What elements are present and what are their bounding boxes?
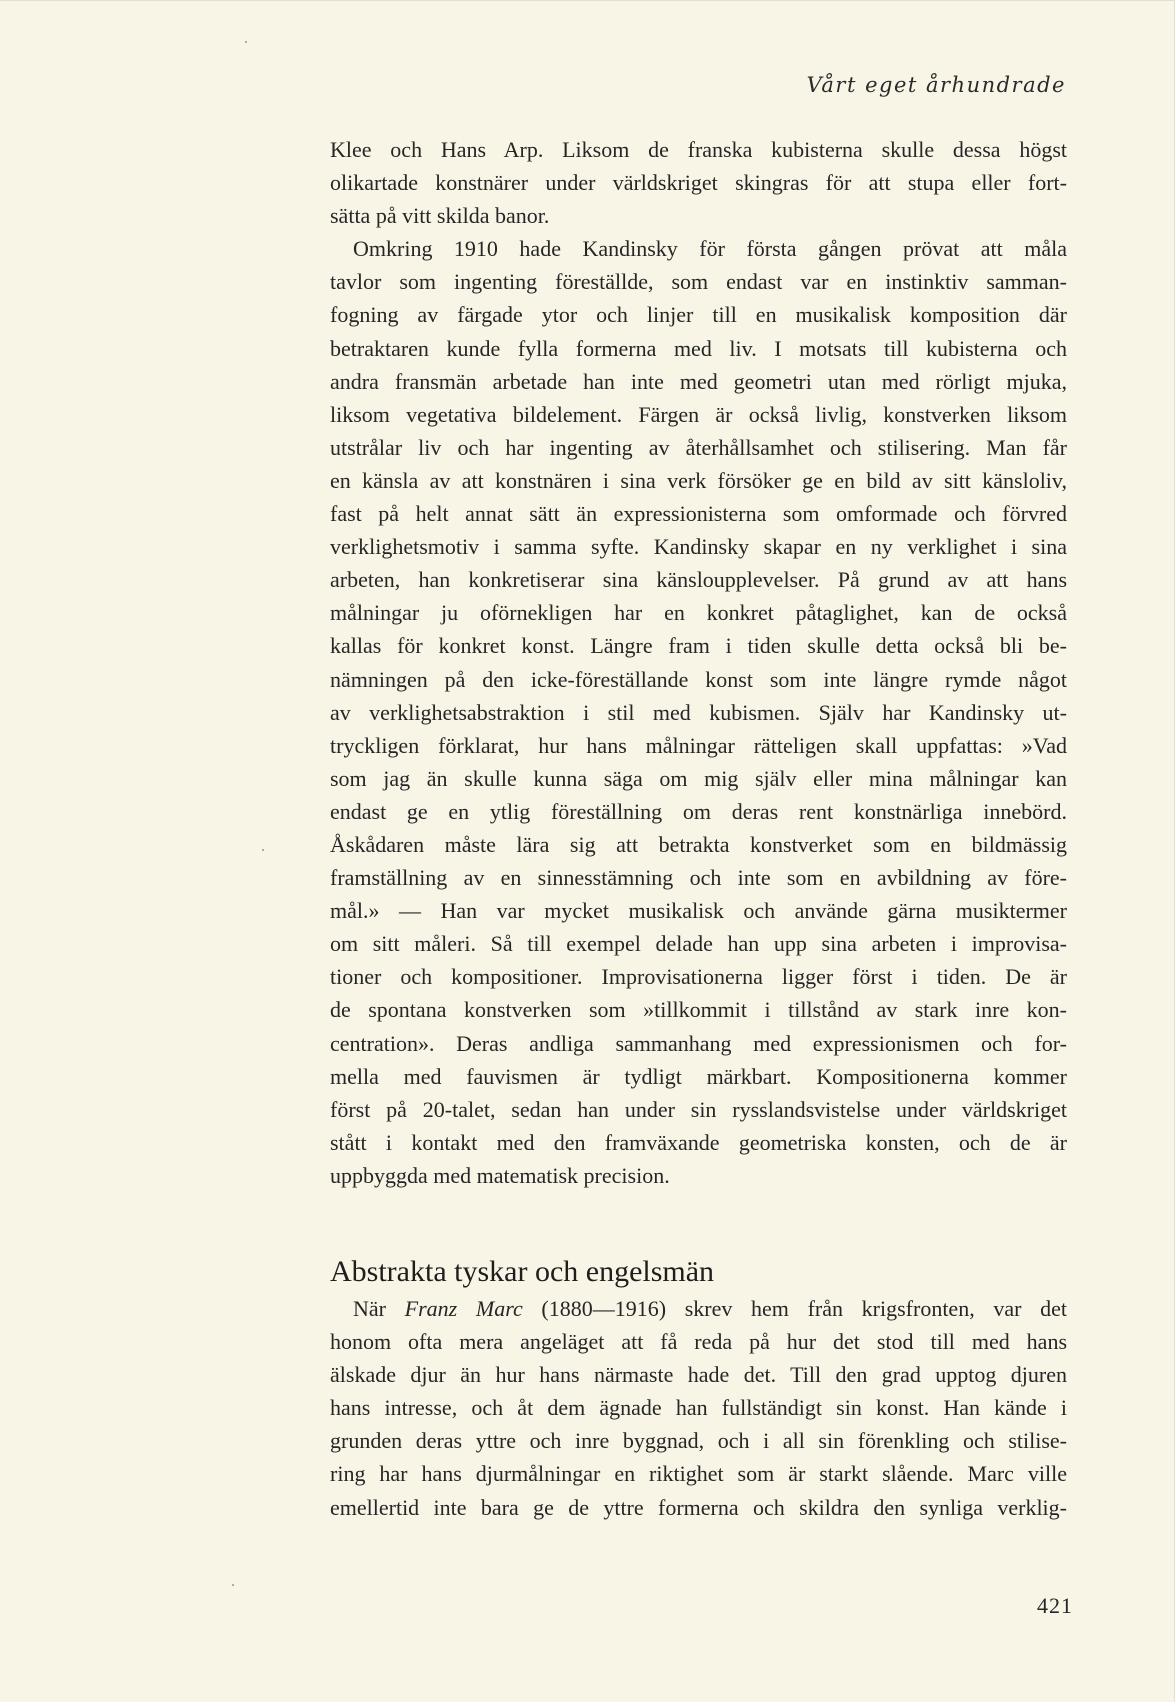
running-head: Vårt eget århundrade xyxy=(806,73,1066,97)
text-line: endast ge en ytlig föreställning om deras rent konstnärliga innebörd. xyxy=(330,798,1067,824)
text-line: mål.» — Han var mycket musikalisk och använde gärna musiktermer xyxy=(330,898,1067,924)
text-line: framställning av en sinnesstämning och inte som en avbildning av före- xyxy=(330,865,1067,891)
text-line: fogning av färgade ytor och linjer till en musikalisk komposition där xyxy=(330,302,1067,328)
text-line: om sitt måleri. Så till exempel delade han upp sina arbeten i improvisa- xyxy=(330,931,1067,957)
body-text-bottom xyxy=(330,1292,1067,1524)
text-line: tavlor som ingenting föreställde, som endast var en instinktiv samman- xyxy=(330,269,1067,295)
text-line: andra fransmän arbetade han inte med geometri utan med rörligt mjuka, xyxy=(330,368,1067,394)
text-line: målningar ju oförnekligen har en konkret påtaglighet, kan de också xyxy=(330,600,1067,626)
text-line: älskade djur än hur hans närmaste hade det. Till den grad upptog djuren xyxy=(330,1362,1067,1388)
text-line: utstrålar liv och har ingenting av återhållsamhet och stilisering. Man får xyxy=(330,434,1067,460)
text-line: ring har hans djurmålningar en riktighet som är starkt slående. Marc ville xyxy=(330,1461,1067,1487)
text-line: betraktaren kunde fylla formerna med liv. I motsats till kubisterna och xyxy=(330,335,1067,361)
text-line: de spontana konstverken som »tillkommit i tillstånd av stark inre kon- xyxy=(330,997,1067,1023)
text-line: grunden deras yttre och inre byggnad, och i all sin förenkling och stilise- xyxy=(330,1428,1067,1454)
text-line: av verklighetsabstraktion i stil med kubismen. Själv har Kandinsky ut- xyxy=(330,699,1067,725)
text-line: uppbyggda med matematisk precision. xyxy=(330,1162,670,1188)
text-line: mella med fauvismen är tydligt märkbart. Kompositionerna kommer xyxy=(330,1063,1067,1089)
text-line: sätta på vitt skilda banor. xyxy=(330,203,550,229)
text-line: tryckligen förklarat, hur hans målningar rätteligen skall uppfattas: »Vad xyxy=(330,732,1067,758)
text-line: nämningen på den icke-föreställande konst som inte längre rymde något xyxy=(330,666,1067,692)
text-fragment: När xyxy=(353,1296,405,1321)
body-text-top xyxy=(330,133,1067,1192)
paper-speck xyxy=(232,1584,234,1586)
text-fragment: (1880—1916) skrev hem från krigsfronten, var det xyxy=(522,1296,1067,1321)
paper-speck xyxy=(245,41,247,43)
artist-name: Franz Marc xyxy=(404,1296,523,1321)
text-line: fast på helt annat sätt än expressionisterna som omformade och förvred xyxy=(330,501,1067,527)
text-line: emellertid inte bara ge de yttre formerna och skildra den synliga verklig- xyxy=(330,1494,1067,1520)
text-line: liksom vegetativa bildelement. Färgen är också livlig, konstverken liksom xyxy=(330,401,1067,427)
page-number: 421 xyxy=(1037,1593,1073,1618)
text-line: arbeten, han konkretiserar sina känsloupplevelser. På grund av att hans xyxy=(330,567,1067,593)
text-line: som jag än skulle kunna säga om mig själv eller mina målningar kan xyxy=(330,765,1067,791)
text-line: verklighetsmotiv i samma syfte. Kandinsky skapar en ny verklighet i sina xyxy=(330,534,1067,560)
text-line: stått i kontakt med den framväxande geometriska konsten, och de är xyxy=(330,1129,1067,1155)
text-line: en känsla av att konstnären i sina verk försöker ge en bild av sitt känsloliv, xyxy=(330,467,1067,493)
text-line: kallas för konkret konst. Längre fram i tiden skulle detta också bli be- xyxy=(330,633,1067,659)
text-line: olikartade konstnärer under världskriget skingras för att stupa eller fort- xyxy=(330,170,1067,196)
text-line: centration». Deras andliga sammanhang med expressionismen och for- xyxy=(330,1030,1067,1056)
text-line: tioner och kompositioner. Improvisationerna ligger först i tiden. De är xyxy=(330,964,1067,990)
text-line: Åskådaren måste lära sig att betrakta konstverket som en bildmässig xyxy=(330,831,1067,857)
text-line: hans intresse, och åt dem ägnade han fullständigt sin konst. Han kände i xyxy=(330,1395,1067,1421)
text-line: honom ofta mera angeläget att få reda på hur det stod till med hans xyxy=(330,1329,1067,1355)
text-line: Omkring 1910 hade Kandinsky för första gången prövat att måla xyxy=(353,236,1067,262)
text-line xyxy=(330,1292,1067,1325)
text-line: först på 20-talet, sedan han under sin rysslandsvistelse under världskriget xyxy=(330,1096,1067,1122)
paper-speck xyxy=(262,849,264,851)
section-heading: Abstrakta tyskar och engelsmän xyxy=(330,1255,715,1288)
text-line: Klee och Hans Arp. Liksom de franska kubisterna skulle dessa högst xyxy=(330,137,1067,162)
